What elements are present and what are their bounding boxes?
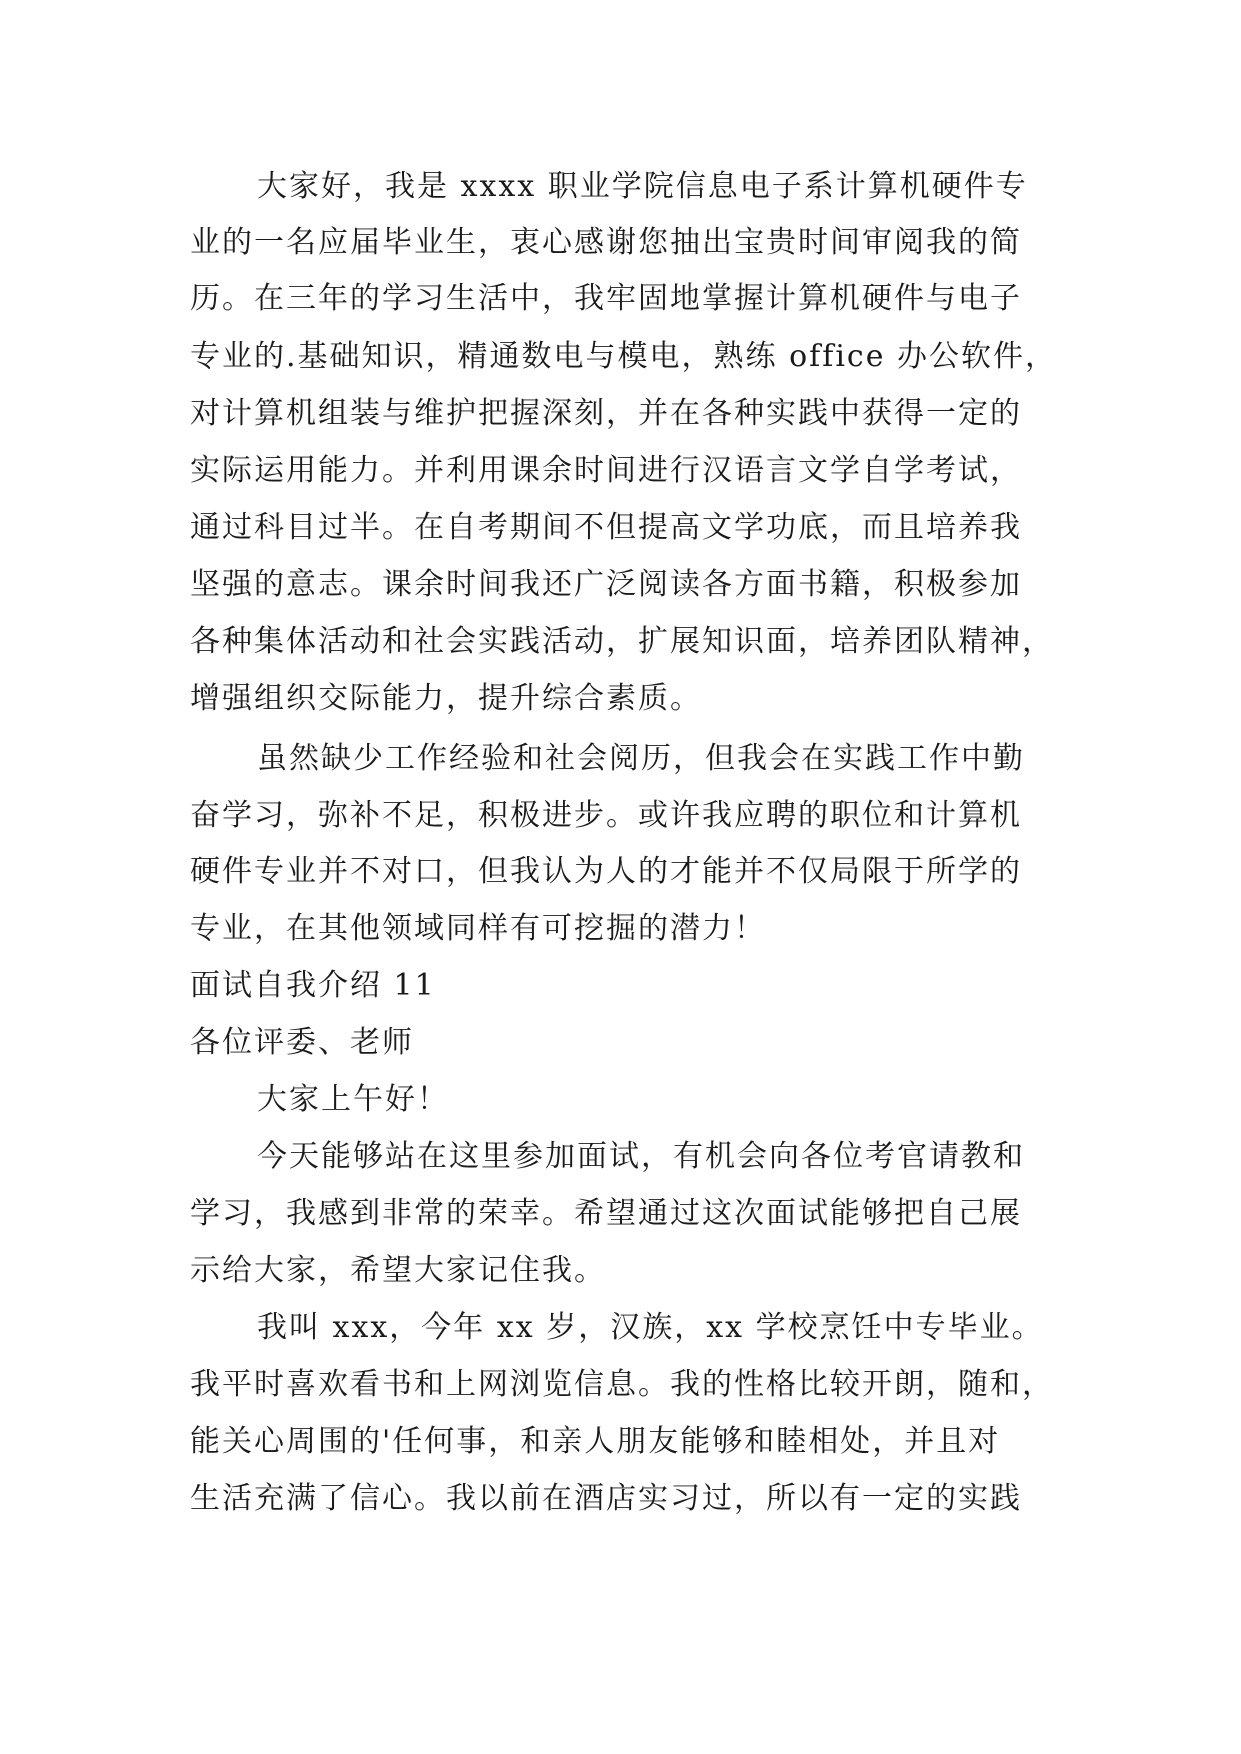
text-line: 坚强的意志。课余时间我还广泛阅读各方面书籍，积极参加 — [190, 567, 1022, 602]
greeting: 大家上午好！ — [257, 1082, 449, 1117]
text-line: 我平时喜欢看书和上网浏览信息。我的性格比较开朗，随和， — [190, 1367, 1054, 1402]
text-line: 生活充满了信心。我以前在酒店实习过，所以有一定的实践 — [190, 1481, 1022, 1516]
text-line: 历。在三年的学习生活中，我牢固地掌握计算机硬件与电子 — [190, 281, 1022, 316]
text-line: 学习，我感到非常的荣幸。希望通过这次面试能够把自己展 — [190, 1196, 1022, 1231]
text-line: 实际运用能力。并利用课余时间进行汉语言文学自学考试， — [190, 453, 1022, 488]
text-line: 专业的.基础知识，精通数电与模电，熟练 office 办公软件， — [190, 339, 1058, 374]
text-line: 今天能够站在这里参加面试，有机会向各位考官请教和 — [257, 1139, 1025, 1174]
text-line: 奋学习，弥补不足，积极进步。或许我应聘的职位和计算机 — [190, 798, 1022, 833]
text-line: 业的一名应届毕业生，衷心感谢您抽出宝贵时间审阅我的简 — [190, 225, 1022, 260]
text-line: 能关心周围的'任何事，和亲人朋友能够和睦相处，并且对 — [190, 1424, 1001, 1459]
text-line: 各种集体活动和社会实践活动，扩展知识面，培养团队精神， — [190, 624, 1054, 659]
text-line: 专业，在其他领域同样有可挖掘的潜力！ — [190, 911, 766, 946]
text-line: 虽然缺少工作经验和社会阅历，但我会在实践工作中勤 — [257, 741, 1025, 776]
text-line: 增强组织交际能力，提升综合素质。 — [190, 681, 702, 716]
section-heading: 面试自我介绍 11 — [190, 968, 436, 1003]
text-line: 我叫 xxx，今年 xx 岁，汉族，xx 学校烹饪中专毕业。 — [257, 1310, 1044, 1345]
text-line: 示给大家，希望大家记住我。 — [190, 1253, 606, 1288]
text-line: 对计算机组装与维护把握深刻，并在各种实践中获得一定的 — [190, 396, 1022, 431]
text-line: 硬件专业并不对口，但我认为人的才能并不仅局限于所学的 — [190, 854, 1022, 889]
salutation: 各位评委、老师 — [190, 1025, 414, 1060]
text-line: 通过科目过半。在自考期间不但提高文学功底，而且培养我 — [190, 510, 1022, 545]
text-line: 大家好，我是 xxxx 职业学院信息电子系计算机硬件专 — [257, 169, 1028, 204]
